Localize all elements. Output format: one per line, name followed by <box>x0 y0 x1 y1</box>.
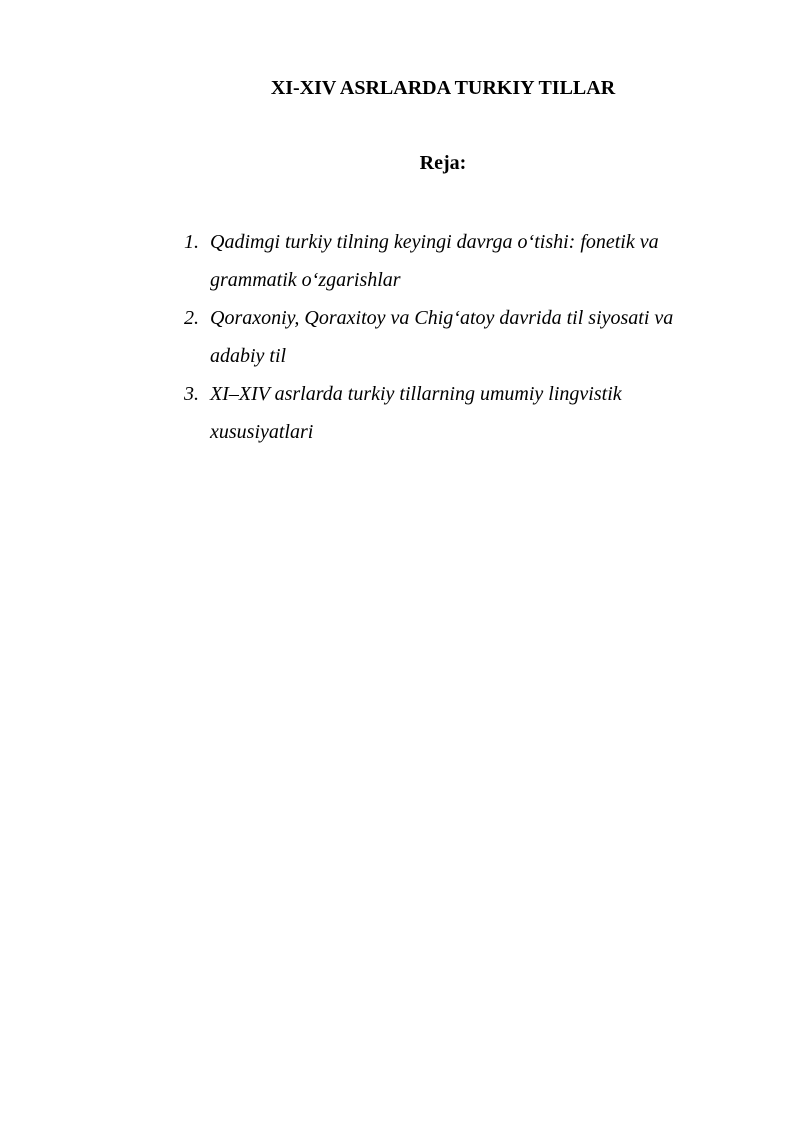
plan-item <box>184 299 724 375</box>
plan-item-text: Qoraxoniy, Qoraxitoy va Chig‘atoy davrida til siyosati va adabiy til <box>210 307 674 367</box>
plan-heading: Reja: <box>419 152 467 174</box>
plan-item <box>184 223 724 299</box>
plan-item-text: Qadimgi turkiy tilning keyingi davrga o‘tishi: fonetik va grammatik o‘zgarishlar <box>210 231 659 291</box>
plan-list <box>184 223 724 451</box>
document-title: XI-XIV ASRLARDA TURKIY TILLAR <box>270 77 616 99</box>
plan-item-number: 3. <box>184 383 199 405</box>
plan-item-number: 2. <box>184 307 199 329</box>
plan-item-number: 1. <box>184 231 199 253</box>
plan-item-text: XI–XIV asrlarda turkiy tillarning umumiy lingvistik xususiyatlari <box>210 383 622 443</box>
plan-item <box>184 375 724 451</box>
